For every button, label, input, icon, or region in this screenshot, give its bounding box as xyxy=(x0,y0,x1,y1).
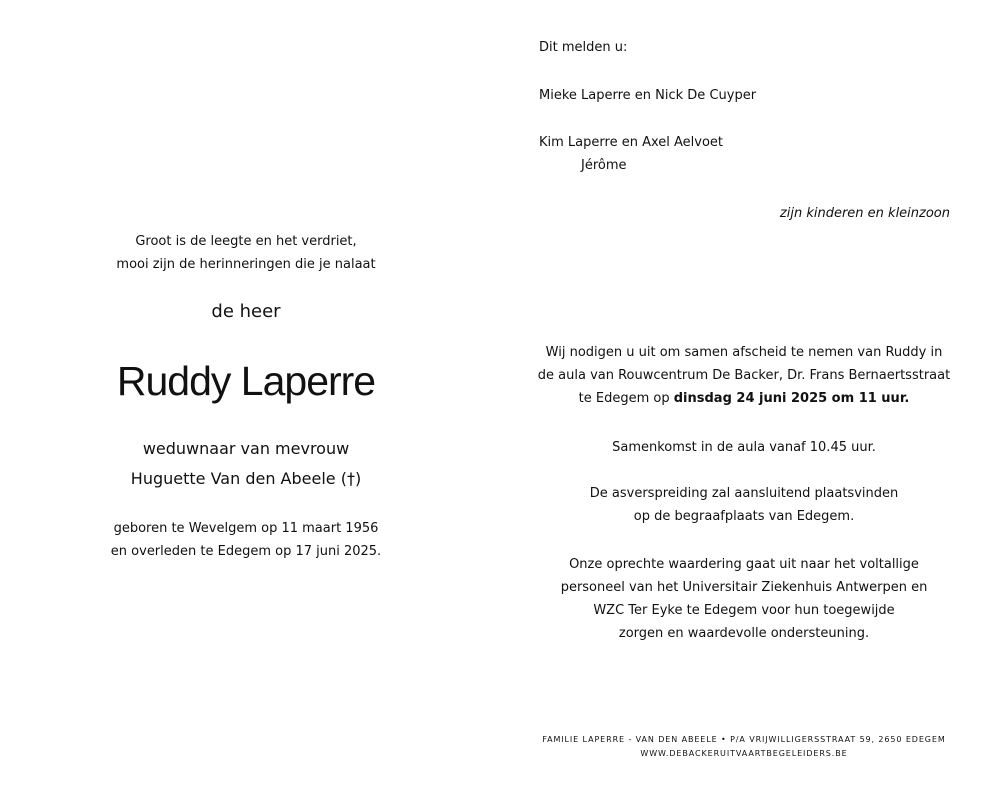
invite-line-1: Wij nodigen u uit om samen afscheid te nemen van Ruddy in xyxy=(545,345,943,360)
thanks-line-4: zorgen en waardevolle ondersteuning. xyxy=(618,626,870,641)
spouse-info xyxy=(30,434,462,494)
birth-line: geboren te Wevelgem op 11 maart 1956 xyxy=(113,521,379,536)
family-signature: zijn kinderen en kleinzoon xyxy=(779,206,950,221)
family-line-1: Mieke Laperre en Nick De Cuyper xyxy=(539,88,757,103)
family-line-2: Kim Laperre en Axel Aelvoet xyxy=(539,135,724,150)
meeting-time: Samenkomst in de aula vanaf 10.45 uur. xyxy=(612,440,876,455)
invite-line-2: de aula van Rouwcentrum De Backer, Dr. Frans Bernaertsstraat xyxy=(537,368,951,383)
footer-website: WWW.DEBACKERUITVAARTBEGELEIDERS.BE xyxy=(640,749,848,758)
invite-line-3 xyxy=(530,387,958,410)
death-line: en overleden te Edegem op 17 juni 2025. xyxy=(110,544,382,559)
thanks-line-1: Onze oprechte waardering gaat uit naar het voltallige xyxy=(569,557,919,572)
grandchild-line: Jérôme xyxy=(581,158,627,173)
memorial-quote xyxy=(30,230,462,276)
spouse-line-2: Huguette Van den Abeele (†) xyxy=(130,469,362,488)
deceased-name: Ruddy Laperre xyxy=(116,358,376,404)
footer-address: FAMILIE LAPERRE - VAN DEN ABEELE • P/A VRIJWILLIGERSSTRAAT 59, 2650 EDEGEM xyxy=(542,735,946,744)
life-dates xyxy=(30,517,462,563)
ceremony-datetime: dinsdag 24 juni 2025 om 11 uur. xyxy=(673,391,910,406)
invitation-text xyxy=(530,341,958,410)
invite-line-3-prefix: te Edegem op xyxy=(578,391,674,406)
ashes-line-1: De asverspreiding zal aansluitend plaatsvinden xyxy=(589,486,899,501)
quote-line-2: mooi zijn de herinneringen die je nalaat xyxy=(116,257,376,272)
honorific: de heer xyxy=(211,301,281,322)
acknowledgement xyxy=(530,553,958,645)
thanks-line-2: personeel van het Universitair Ziekenhuis Antwerpen en xyxy=(560,580,928,595)
ashes-dispersal xyxy=(530,482,958,528)
thanks-line-3: WZC Ter Eyke te Edegem voor hun toegewijde xyxy=(593,603,895,618)
quote-line-1: Groot is de leegte en het verdriet, xyxy=(135,234,357,249)
announcement-intro: Dit melden u: xyxy=(539,40,628,55)
ashes-line-2: op de begraafplaats van Edegem. xyxy=(633,509,855,524)
spouse-line-1: weduwnaar van mevrouw xyxy=(142,439,350,458)
footer-contact xyxy=(530,733,958,761)
